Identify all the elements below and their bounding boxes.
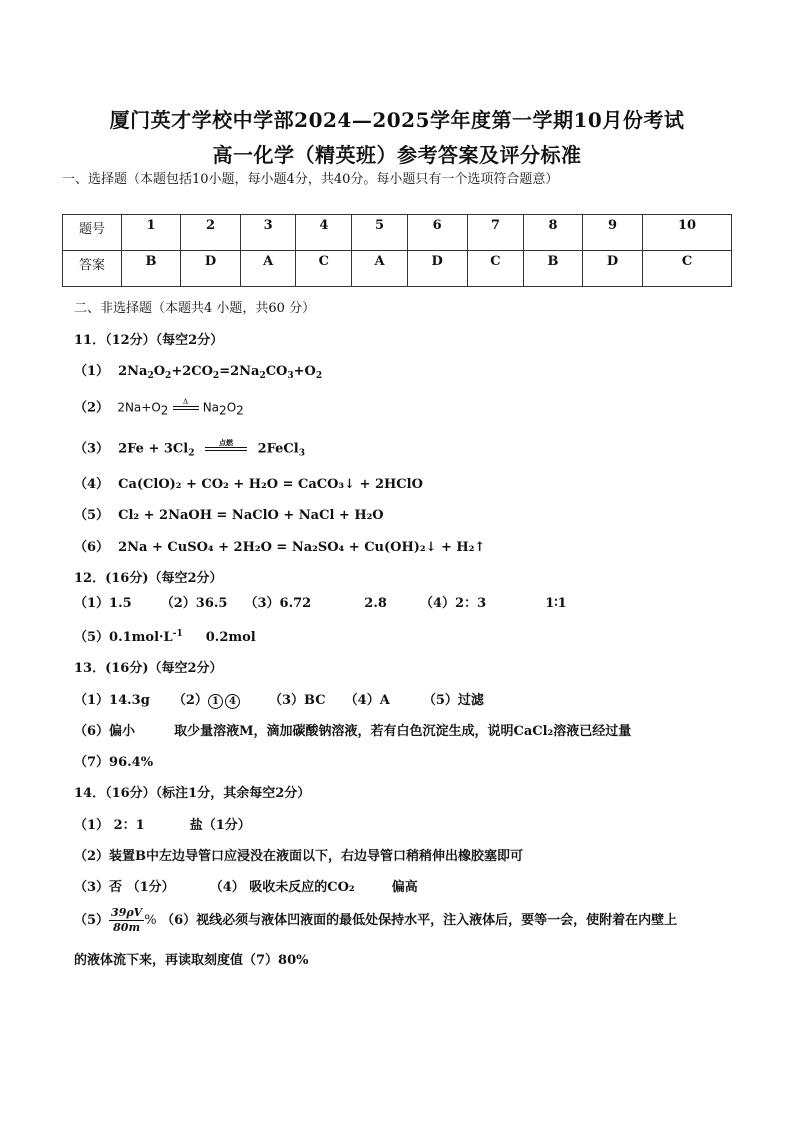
q11-part5-label: （5） — [74, 508, 110, 523]
q11-part4 — [74, 477, 423, 493]
q12-answer-5: （5）0.1mol·L — [74, 630, 173, 645]
q14-answer-1: （1） 2：1 — [74, 818, 145, 833]
table-cell: 1 — [122, 215, 181, 251]
exam-title: 厦门英才学校中学部2024—2025学年度第一学期10月份考试 — [109, 108, 685, 132]
table-cell: A — [352, 251, 407, 287]
q12-answer-2: （2）36.5 — [160, 596, 228, 611]
table-cell: D — [582, 251, 642, 287]
q11-part6-label: （6） — [74, 540, 110, 555]
q11-part1: （1） $2Na_2O_2+2CO_2=2Na_2CO_3+O_2$ — [74, 364, 323, 381]
table-cell: D — [407, 251, 467, 287]
q11-part6 — [74, 540, 485, 556]
q11-part3-right: 2FeCl — [257, 441, 299, 457]
q12-row2 — [74, 630, 256, 646]
fraction-denominator: 80m — [113, 921, 141, 934]
q14-row3 — [74, 880, 418, 896]
q13-answer-2: （2） — [172, 693, 208, 708]
q14-answer-5: （5） — [74, 913, 110, 928]
q11-part1-label: （1） — [74, 364, 110, 379]
q13-answer-3: （3）BC — [268, 693, 326, 708]
q11-part2-right: Na — [202, 400, 220, 415]
q11-part3-label: （3） — [74, 441, 110, 457]
ignite-label: 点燃 — [219, 438, 234, 447]
q14-row1 — [74, 818, 251, 834]
circled-4-icon: 4 — [225, 694, 240, 709]
q14-answer-4b: 偏高 — [391, 880, 418, 895]
answer-table — [62, 214, 732, 287]
table-cell: B — [122, 251, 181, 287]
exam-subtitle: 高一化学（精英班）参考答案及评分标准 — [212, 143, 582, 167]
q13-answer-4: （4）A — [344, 693, 390, 708]
table-header-number: 题号 — [63, 215, 122, 251]
table-cell: 8 — [524, 215, 583, 251]
heat-condition — [173, 398, 199, 418]
q12-answer-5-exponent: -1 — [172, 629, 183, 639]
q12-row1 — [74, 596, 567, 612]
q12-answer-1: （1）1.5 — [74, 596, 132, 611]
q12-answer-5b: 0.2mol — [205, 630, 256, 645]
q11-part2: （2） $2Na+O_2$ Δ $Na_2O_2$ — [74, 398, 244, 418]
q11-part6-text: 2Na + CuSO₄ + 2H₂O = Na₂SO₄ + Cu(OH)₂↓ + H₂↑ — [118, 540, 486, 555]
q12-header: 12．(16分)（每空2分） — [74, 571, 223, 586]
table-cell: B — [524, 251, 583, 287]
fraction-numerator: 39ρV — [111, 906, 143, 919]
q11-part2-left: 2Na+O — [117, 400, 161, 415]
table-cell: 10 — [643, 215, 732, 251]
table-cell: C — [296, 251, 352, 287]
q12-answer-3b: 2.8 — [364, 596, 387, 611]
ignite-condition — [205, 439, 247, 459]
q14-header: 14．（16分）（标注1分，其余每空2分） — [74, 786, 311, 801]
q14-answer-6: （6）视线必须与液体凹液面的最低处保持水平，注入液体后，要等一会，使附着在内壁上 — [161, 913, 678, 928]
formula-fraction — [109, 906, 144, 935]
q11-part2-label: （2） — [74, 400, 110, 416]
q11-header: 11．（12分）（每空2分） — [74, 333, 224, 348]
q11-part3: （3） $2Fe + 3Cl_2$ 点燃 2FeCl$_3$ — [74, 438, 305, 459]
table-cell: C — [643, 251, 732, 287]
section2-heading: 二、非选择题（本题共4 小题，共60 分） — [74, 301, 316, 316]
table-row-answers — [63, 251, 732, 287]
q14-answer-6-continued: 的液体流下来，再读取刻度值（7）80% — [74, 953, 309, 968]
q12-answer-3: （3）6.72 — [244, 596, 312, 611]
q13-answer-6: （6）偏小 — [74, 724, 136, 739]
circled-1-icon: 1 — [208, 694, 223, 709]
table-cell: 4 — [296, 215, 352, 251]
q13-row2 — [74, 724, 631, 740]
q14-answer-1b: 盐（1分） — [189, 818, 251, 833]
q13-answer-1: （1）14.3g — [74, 693, 150, 708]
table-cell: 9 — [582, 215, 642, 251]
q14-answer-4: （4） 吸收未反应的CO₂ — [209, 880, 355, 895]
percent-sign: % — [144, 913, 157, 928]
table-cell: A — [241, 251, 296, 287]
q14-answer-3: （3）否 （1分） — [74, 880, 175, 895]
q12-answer-4: （4）2：3 — [419, 596, 487, 611]
table-cell: 5 — [352, 215, 407, 251]
q13-header: 13．(16分)（每空2分） — [74, 661, 223, 676]
table-cell: 3 — [241, 215, 296, 251]
q13-answer-6b: 取少量溶液M，滴加碳酸钠溶液，若有白色沉淀生成，说明CaCl₂溶液已经过量 — [174, 724, 632, 739]
table-header-answer: 答案 — [63, 251, 122, 287]
q11-part4-text: Ca(ClO)₂ + CO₂ + H₂O = CaCO₃↓ + 2HClO — [118, 477, 423, 492]
heat-symbol: Δ — [183, 398, 189, 406]
q11-part5-text: Cl₂ + 2NaOH = NaClO + NaCl + H₂O — [118, 508, 384, 523]
table-cell: C — [467, 251, 523, 287]
table-cell: D — [180, 251, 240, 287]
table-cell: 2 — [180, 215, 240, 251]
q14-row4 — [74, 906, 677, 935]
table-row-numbers — [63, 215, 732, 251]
table-cell: 6 — [407, 215, 467, 251]
q14-answer-2: （2）装置B中左边导管口应浸没在液面以下，右边导管口稍稍伸出橡胶塞即可 — [74, 849, 524, 864]
q11-part5 — [74, 508, 384, 524]
q13-answer-7: （7）96.4% — [74, 755, 154, 770]
q11-part4-label: （4） — [74, 477, 110, 492]
section1-heading: 一、选择题（本题包括10小题，每小题4分，共40分。每小题只有一个选项符合题意） — [62, 172, 559, 187]
q13-answer-5: （5）过滤 — [422, 693, 484, 708]
q12-answer-4b: 1∶1 — [545, 596, 567, 611]
table-cell: 7 — [467, 215, 523, 251]
q11-part3-left: 2Fe + 3Cl — [118, 441, 189, 457]
q13-row1 — [74, 693, 484, 709]
